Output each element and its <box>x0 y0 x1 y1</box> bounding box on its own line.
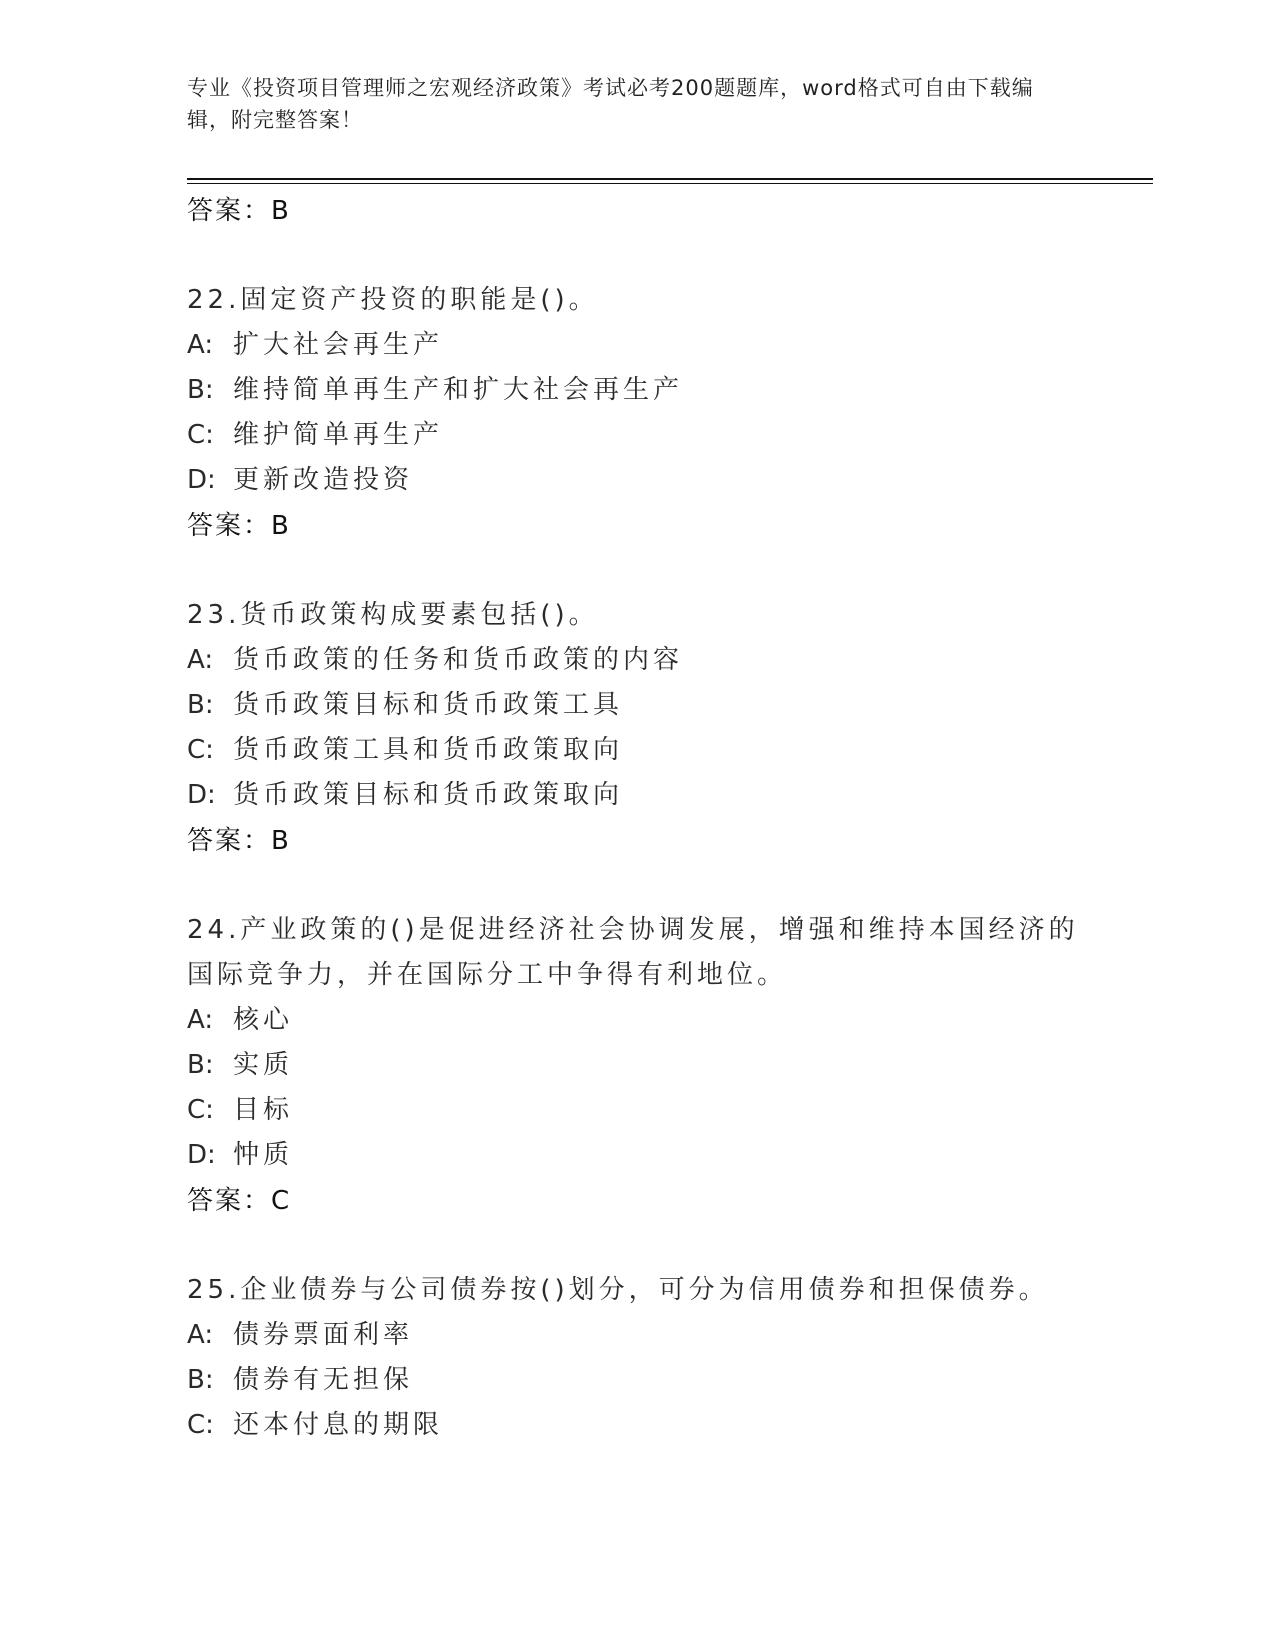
question-stem: 25.企业债券与公司债券按()划分，可分为信用债券和担保债券。 <box>187 1275 1049 1305</box>
option-text: 更新改造投资 <box>233 465 414 495</box>
question-stem: 24.产业政策的()是促进经济社会协调发展，增强和维持本国经济的国际竞争力，并在国际分工中争得有利地位。 <box>187 915 1079 990</box>
option-b <box>187 1043 1087 1088</box>
option-key: B: <box>187 1050 214 1080</box>
question-stem: 22.固定资产投资的职能是()。 <box>187 285 599 315</box>
option-key: B: <box>187 375 214 405</box>
option-a <box>187 638 1087 683</box>
option-key: C: <box>187 1410 214 1440</box>
option-a <box>187 323 1087 368</box>
option-a <box>187 998 1087 1043</box>
option-text: 实质 <box>233 1050 294 1080</box>
option-key: A: <box>187 1005 214 1035</box>
spacer <box>187 234 1087 278</box>
question-block <box>187 278 1087 549</box>
question-list <box>187 188 1087 1448</box>
option-d <box>187 458 1087 503</box>
answer-line: 答案：B <box>187 511 291 541</box>
option-text: 忡质 <box>233 1140 294 1170</box>
option-text: 货币政策目标和货币政策工具 <box>233 690 624 720</box>
option-text: 目标 <box>233 1095 294 1125</box>
question-block <box>187 593 1087 864</box>
option-b <box>187 1358 1087 1403</box>
option-key: C: <box>187 1095 214 1125</box>
spacer <box>187 864 1087 908</box>
option-text: 债券有无担保 <box>233 1365 414 1395</box>
option-text: 货币政策目标和货币政策取向 <box>233 780 624 810</box>
option-key: A: <box>187 330 214 360</box>
option-key: B: <box>187 1365 214 1395</box>
question-stem: 23.货币政策构成要素包括()。 <box>187 600 599 630</box>
option-key: C: <box>187 735 214 765</box>
option-key: A: <box>187 645 214 675</box>
answer-line: 答案：C <box>187 1186 292 1216</box>
header-divider-thick <box>187 178 1153 180</box>
question-block <box>187 908 1087 1224</box>
option-c <box>187 1403 1087 1448</box>
option-key: D: <box>187 780 216 810</box>
option-a <box>187 1313 1087 1358</box>
option-text: 维护简单再生产 <box>233 420 444 450</box>
header-divider-thin <box>187 183 1153 184</box>
option-text: 货币政策工具和货币政策取向 <box>233 735 624 765</box>
option-text: 维持简单再生产和扩大社会再生产 <box>233 375 684 405</box>
spacer <box>187 549 1087 593</box>
option-text: 还本付息的期限 <box>233 1410 444 1440</box>
option-text: 扩大社会再生产 <box>233 330 444 360</box>
option-text: 货币政策的任务和货币政策的内容 <box>233 645 684 675</box>
option-c <box>187 413 1087 458</box>
option-c <box>187 728 1087 773</box>
previous-answer: 答案：B <box>187 196 291 226</box>
option-key: D: <box>187 465 216 495</box>
document-header: 专业《投资项目管理师之宏观经济政策》考试必考200题题库，word格式可自由下载编辑，附完整答案！ <box>187 76 1034 132</box>
option-b <box>187 368 1087 413</box>
option-key: C: <box>187 420 214 450</box>
spacer <box>187 1224 1087 1268</box>
option-text: 债券票面利率 <box>233 1320 414 1350</box>
option-key: B: <box>187 690 214 720</box>
question-block <box>187 1268 1087 1448</box>
option-text: 核心 <box>233 1005 294 1035</box>
option-c <box>187 1088 1087 1133</box>
option-key: A: <box>187 1320 214 1350</box>
option-b <box>187 683 1087 728</box>
answer-line: 答案：B <box>187 826 291 856</box>
option-key: D: <box>187 1140 216 1170</box>
option-d <box>187 773 1087 818</box>
option-d <box>187 1133 1087 1178</box>
